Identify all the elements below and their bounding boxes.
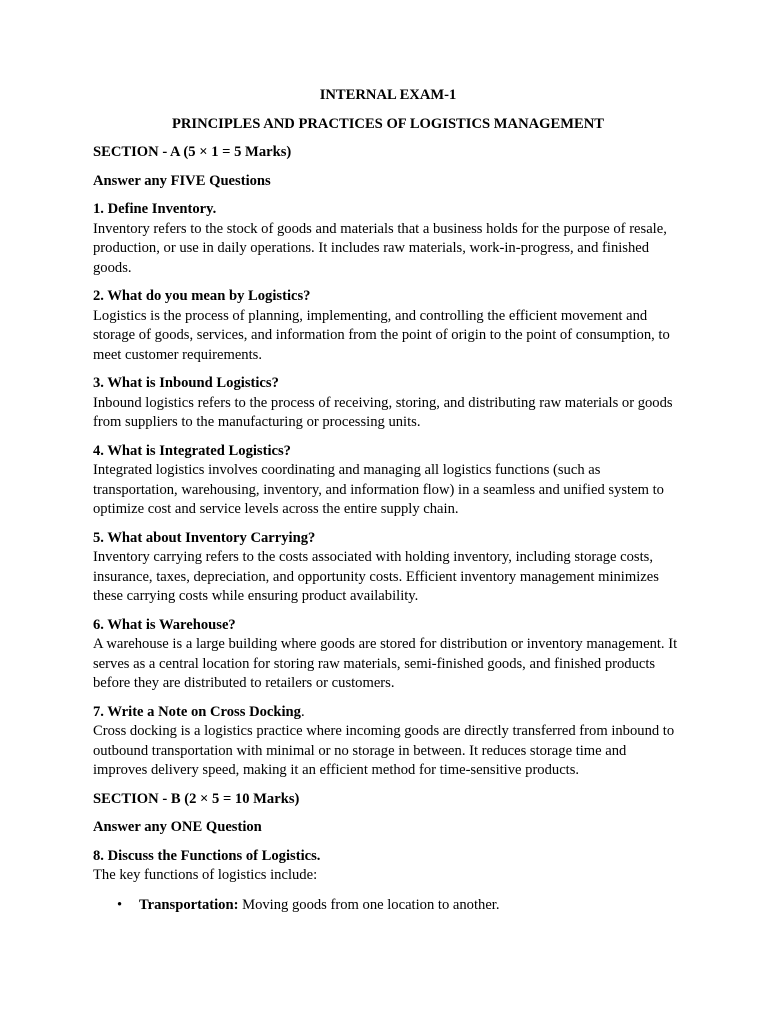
question-title: 8. Discuss the Functions of Logistics.: [93, 847, 321, 864]
question-5: [93, 529, 683, 607]
functions-list: [93, 896, 683, 916]
question-answer: Inventory refers to the stock of goods and materials that a business holds for the purpose of resale, production, or use in daily operations. It includes raw materials, work-in-progress, and finished goods.: [93, 220, 667, 276]
question-title: 5. What about Inventory Carrying?: [93, 529, 316, 546]
question-title: 2. What do you mean by Logistics?: [93, 288, 311, 304]
exam-title: INTERNAL EXAM-1: [319, 87, 457, 103]
question-intro: The key functions of logistics include:: [93, 867, 318, 883]
question-answer: Inventory carrying refers to the costs associated with holding inventory, including storage costs, insurance, taxes, depreciation, and opportunity costs. Efficient inventory management minimizes these carrying costs while ensuring product availability.: [93, 549, 659, 604]
question-title: 3. What is Inbound Logistics?: [93, 375, 279, 391]
bullet-term: Transportation:: [139, 896, 239, 913]
question-2: [93, 287, 683, 365]
question-answer: Integrated logistics involves coordinating and managing all logistics functions (such as transportation, warehousing, inventory, and information flow) in a seamless and unified system to optimize cost and service levels across the entire supply chain.: [93, 462, 664, 517]
question-6: [93, 616, 683, 694]
question-title: 1. Define Inventory.: [93, 201, 217, 217]
section-a-heading: SECTION - A (5 × 1 = 5 Marks): [93, 144, 292, 160]
question-title: 4. What is Integrated Logistics?: [93, 442, 291, 459]
question-title: [93, 703, 683, 723]
question-3: [93, 374, 683, 433]
question-8: [93, 847, 683, 916]
question-7: [93, 703, 683, 781]
section-b-instruction: Answer any ONE Question: [93, 819, 262, 835]
question-answer: Inbound logistics refers to the process of receiving, storing, and distributing raw materials or goods from suppliers to the manufacturing or processing units.: [93, 394, 673, 430]
question-title: 6. What is Warehouse?: [93, 616, 236, 633]
question-4: [93, 442, 683, 520]
bullet-marker: •: [117, 896, 123, 913]
bullet-text: Moving goods from one location to another.: [238, 896, 500, 913]
list-item: [117, 896, 683, 916]
question-answer: A warehouse is a large building where goods are stored for distribution or inventory management. It serves as a central location for storing raw materials, semi-finished goods, and finished products before they are distributed to retailers or customers.: [93, 636, 678, 691]
question-title-period: .: [300, 703, 305, 720]
question-title-text: 7. Write a Note on Cross Docking: [93, 703, 301, 720]
exam-document: [93, 86, 683, 915]
course-title: PRINCIPLES AND PRACTICES OF LOGISTICS MANAGEMENT: [171, 115, 605, 132]
section-a-instruction: Answer any FIVE Questions: [93, 172, 271, 189]
question-1: [93, 200, 683, 278]
section-b-heading: SECTION - B (2 × 5 = 10 Marks): [93, 790, 300, 807]
question-answer: Logistics is the process of planning, implementing, and controlling the efficient movement and storage of goods, services, and information from the point of origin to the point of consumption, to meet customer requirements.: [93, 307, 670, 363]
question-answer: Cross docking is a logistics practice where incoming goods are directly transferred from inbound to outbound transportation with minimal or no storage in between. It reduces storage time and improves delivery speed, making it an efficient method for time-sensitive products.: [93, 723, 675, 778]
